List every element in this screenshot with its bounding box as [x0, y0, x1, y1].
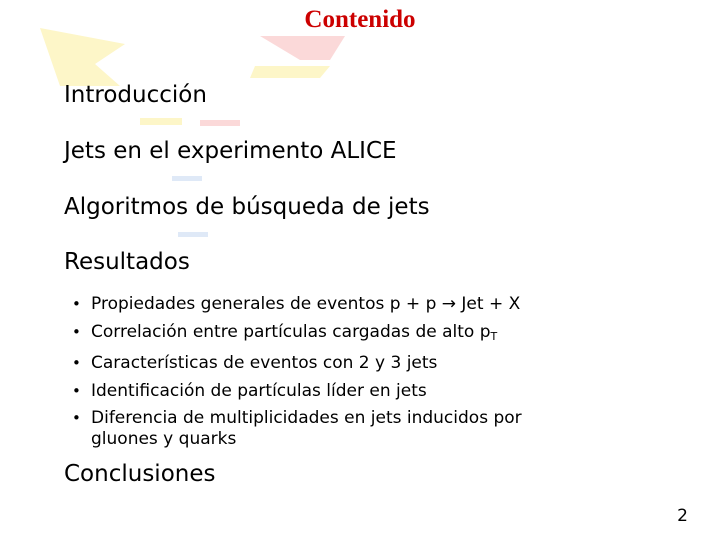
list-item-text: Identificación de partículas líder en jets: [91, 380, 427, 401]
list-item-text: Diferencia de multiplicidades en jets inducidos por: [91, 408, 522, 428]
list-item: [72, 319, 632, 351]
bullet-icon: •: [72, 295, 81, 313]
list-item: [72, 291, 632, 319]
decor-blue-bar-1: [172, 176, 202, 181]
section-resultados: Resultados: [64, 249, 190, 275]
section-algoritmos: Algoritmos de búsqueda de jets: [64, 194, 430, 220]
bullet-icon: •: [72, 354, 81, 372]
bullet-icon: •: [72, 381, 81, 400]
list-item-continuation: gluones y quarks: [91, 428, 237, 449]
resultados-bullet-list: [72, 291, 632, 450]
list-item-subscript: T: [490, 329, 498, 343]
section-jets-alice: Jets en el experimento ALICE: [64, 138, 397, 164]
decor-yellow-bar: [140, 118, 182, 125]
decor-red-arrow: [260, 36, 345, 60]
decor-red-bar: [200, 120, 240, 126]
list-item-text: Características de eventos con 2 y 3 jets: [91, 353, 438, 373]
bullet-icon: •: [72, 322, 81, 341]
list-item: [72, 378, 632, 406]
list-item: [72, 405, 632, 450]
decor-blue-bar-2: [178, 232, 208, 237]
decor-yellow-stripe: [250, 66, 330, 78]
list-item-text: Propiedades generales de eventos p + p → Jet + X: [91, 294, 521, 314]
section-conclusiones: Conclusiones: [64, 461, 216, 487]
slide-title: Contenido: [304, 6, 416, 33]
list-item-text: Correlación entre partículas cargadas de alto p: [91, 321, 491, 342]
list-item: [72, 350, 632, 378]
section-introduccion: Introducción: [64, 82, 207, 108]
bullet-icon: •: [72, 409, 81, 427]
page-number: 2: [677, 506, 688, 526]
decor-yellow-arrow: [40, 28, 125, 86]
